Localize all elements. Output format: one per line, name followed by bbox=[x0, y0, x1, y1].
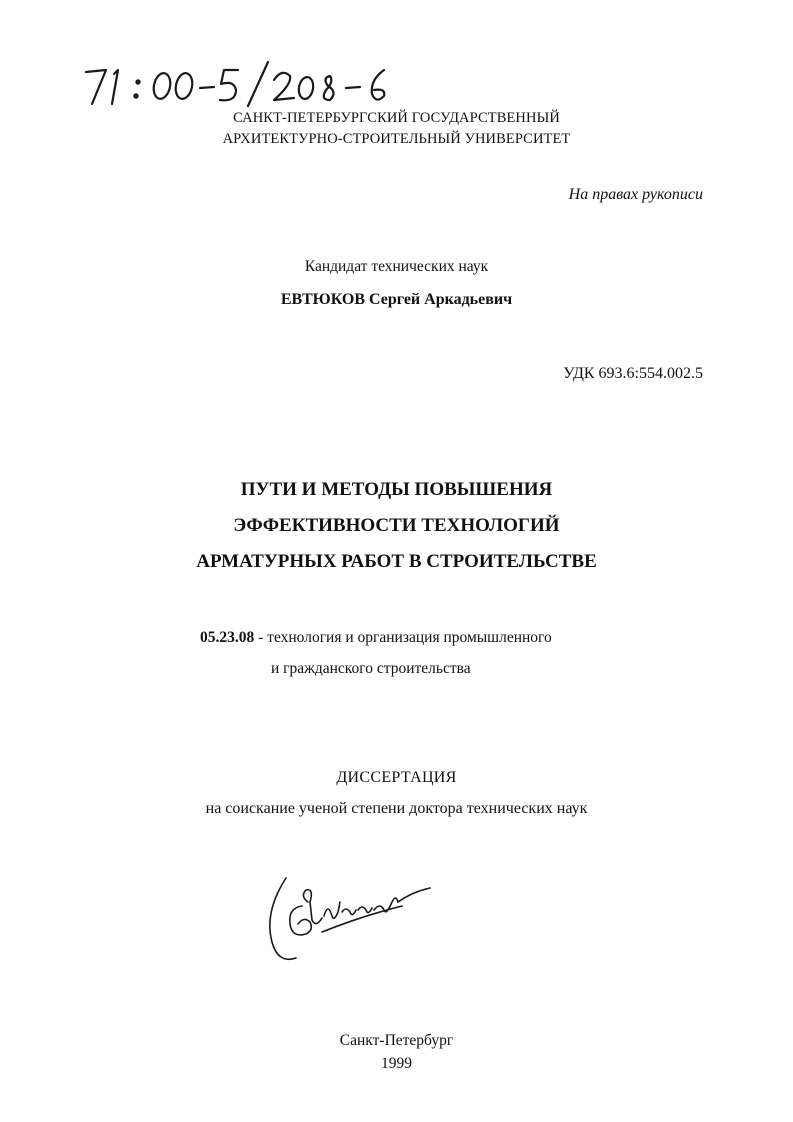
specialty-line1 bbox=[200, 622, 552, 653]
author-signature bbox=[262, 872, 437, 972]
university-name-line2: АРХИТЕКТУРНО-СТРОИТЕЛЬНЫЙ УНИВЕРСИТЕТ bbox=[222, 131, 571, 147]
signature-drawing bbox=[262, 872, 437, 972]
author-name: ЕВТЮКОВ Сергей Аркадьевич bbox=[280, 291, 513, 308]
dissertation-title bbox=[0, 472, 793, 580]
title-line2: ЭФФЕКТИВНОСТИ ТЕХНОЛОГИЙ bbox=[233, 515, 560, 536]
publication-year: 1999 bbox=[381, 1055, 412, 1072]
title-line1: ПУТИ И МЕТОДЫ ПОВЫШЕНИЯ bbox=[240, 479, 553, 500]
specialty-name-part2: и гражданского строительства bbox=[271, 660, 471, 677]
degree-purpose: на соискание ученой степени доктора технических наук bbox=[205, 800, 588, 817]
specialty-name-part1: технология и организация промышленного bbox=[267, 629, 552, 646]
university-name bbox=[0, 108, 793, 150]
udk-code: УДК 693.6:554.002.5 bbox=[563, 365, 703, 382]
document-type: ДИССЕРТАЦИЯ bbox=[336, 769, 457, 786]
publication-city: Санкт-Петербург bbox=[339, 1032, 454, 1049]
specialty-code: 05.23.08 bbox=[200, 629, 255, 646]
handwritten-archive-number-drawing bbox=[78, 58, 408, 108]
specialty-separator: - bbox=[254, 629, 268, 646]
manuscript-rights-note: На правах рукописи bbox=[568, 186, 703, 203]
handwritten-archive-number bbox=[78, 58, 408, 108]
title-line3: АРМАТУРНЫХ РАБОТ В СТРОИТЕЛЬСТВЕ bbox=[196, 551, 597, 572]
author-degree: Кандидат технических наук bbox=[304, 258, 489, 275]
specialty bbox=[200, 622, 552, 684]
university-name-line1: САНКТ-ПЕТЕРБУРГСКИЙ ГОСУДАРСТВЕННЫЙ bbox=[233, 110, 560, 126]
